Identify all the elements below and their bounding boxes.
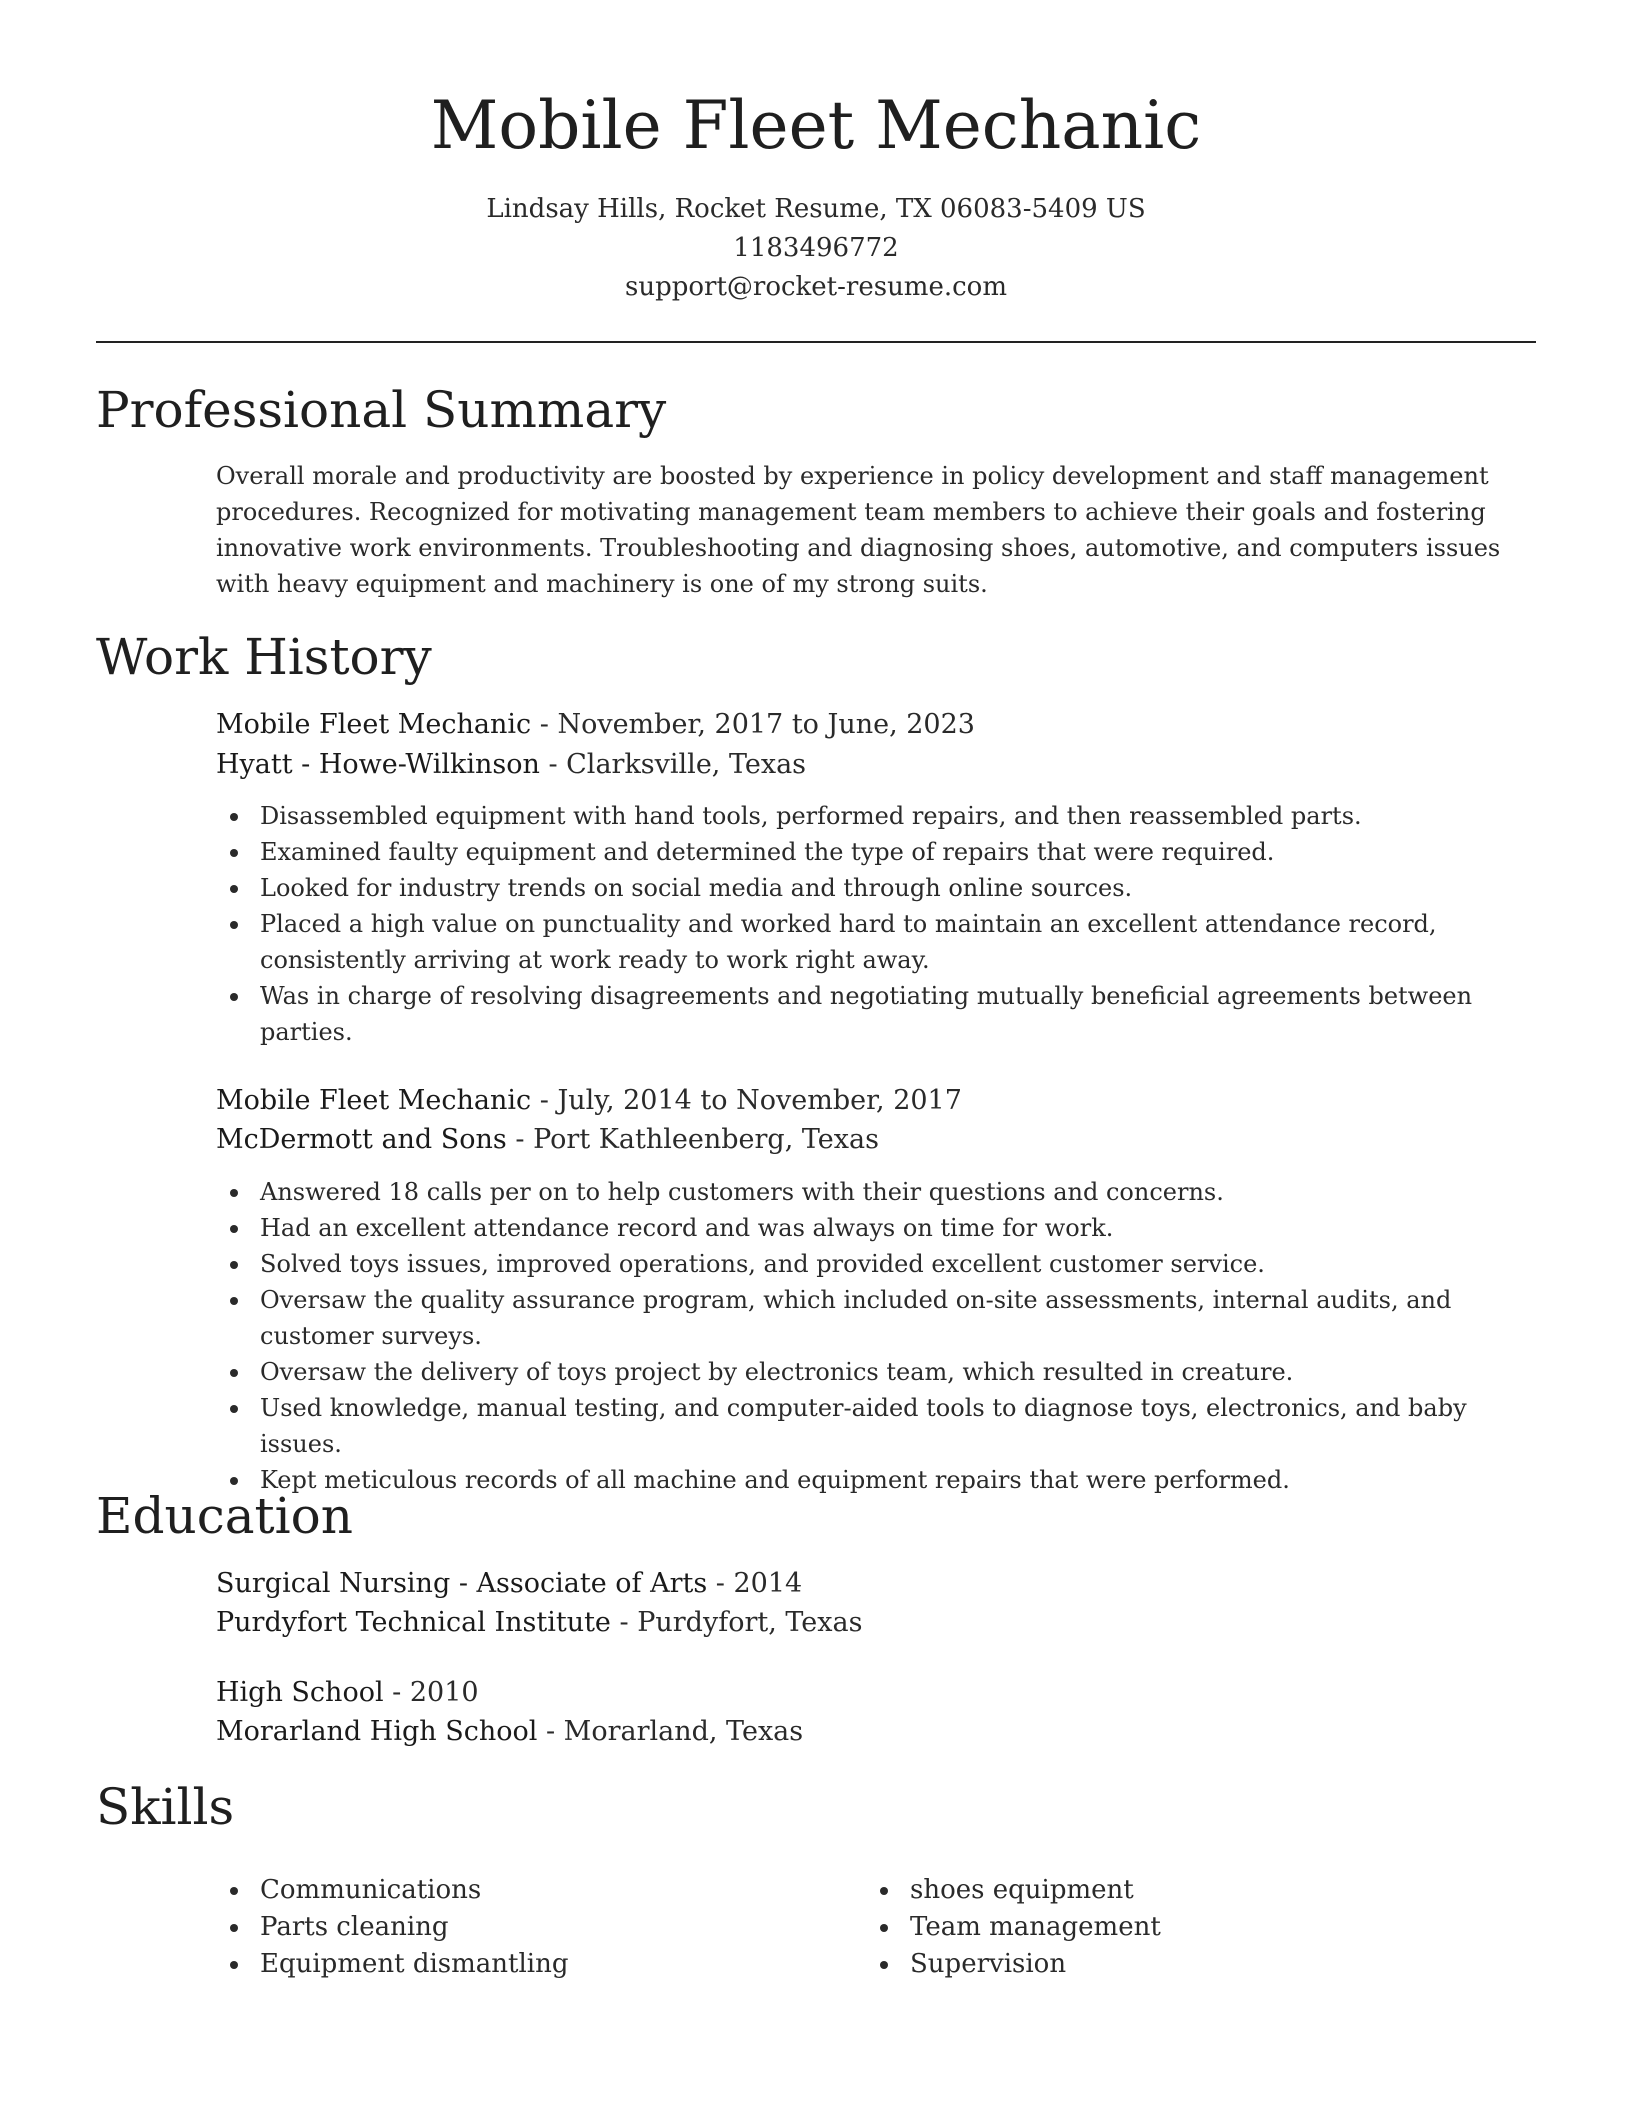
list-item: Placed a high value on punctuality and worked hard to maintain an excellent attendance record, consistently arriving at work ready to work right away.	[216, 906, 1540, 978]
job-1-employer-line	[216, 745, 1536, 785]
resume-title: Mobile Fleet Mechanic	[430, 87, 1202, 164]
job-1-title: Mobile Fleet Mechanic	[216, 709, 532, 740]
list-item: Examined faulty equipment and determined the type of repairs that were required.	[216, 834, 1540, 870]
job-2-dates: - July, 2014 to November, 2017	[531, 1085, 962, 1116]
education-1-location: - Purdyfort, Texas	[610, 1607, 863, 1638]
list-item: Oversaw the delivery of toys project by electronics team, which resulted in creature.	[216, 1354, 1540, 1390]
education-1-school: Purdyfort Technical Institute	[216, 1607, 611, 1638]
job-1-location: - Clarksville, Texas	[539, 749, 807, 780]
education-2-program: High School	[216, 1677, 384, 1708]
job-2-bullets	[216, 1174, 1540, 1498]
list-item: Kept meticulous records of all machine and equipment repairs that were performed.	[216, 1462, 1540, 1498]
skill-item: Team management	[866, 1909, 1466, 1946]
list-item: Had an excellent attendance record and was always on time for work.	[216, 1210, 1540, 1246]
education-2-school: Morarland High School	[216, 1716, 538, 1747]
education-1-program: Surgical Nursing - Associate of Arts	[216, 1568, 708, 1599]
job-2-title: Mobile Fleet Mechanic	[216, 1085, 532, 1116]
skill-item: Supervision	[866, 1946, 1466, 1983]
education-1-program-line	[216, 1564, 1536, 1604]
skill-item: Equipment dismantling	[216, 1946, 816, 1983]
job-2-employer: McDermott and Sons	[216, 1124, 507, 1155]
education-2-location: - Morarland, Texas	[537, 1716, 804, 1747]
section-heading-work-history: Work History	[96, 628, 432, 686]
contact-block	[0, 190, 1632, 307]
skills-list-right	[866, 1872, 1466, 1983]
education-2-school-line	[216, 1712, 1536, 1752]
list-item: Solved toys issues, improved operations, and provided excellent customer service.	[216, 1246, 1540, 1282]
job-1-bullets	[216, 798, 1540, 1050]
list-item: Oversaw the quality assurance program, which included on-site assessments, internal audits, and customer surveys.	[216, 1282, 1540, 1354]
skills-list-left	[216, 1872, 816, 1983]
skill-item: shoes equipment	[866, 1872, 1466, 1909]
job-2-employer-line	[216, 1120, 1536, 1160]
list-item: Used knowledge, manual testing, and computer-aided tools to diagnose toys, electronics, and baby issues.	[216, 1390, 1540, 1462]
job-2-title-line	[216, 1081, 1536, 1121]
job-1-employer: Hyatt - Howe-Wilkinson	[216, 749, 540, 780]
section-heading-summary: Professional Summary	[96, 381, 667, 439]
list-item: Was in charge of resolving disagreements and negotiating mutually beneficial agreements between parties.	[216, 978, 1540, 1050]
job-1-title-line	[216, 705, 1536, 745]
list-item: Disassembled equipment with hand tools, performed repairs, and then reassembled parts.	[216, 798, 1540, 834]
section-heading-education: Education	[96, 1487, 353, 1545]
education-1-year: - 2014	[707, 1568, 803, 1599]
job-1-dates: - November, 2017 to June, 2023	[531, 709, 975, 740]
job-2-location: - Port Kathleenberg, Texas	[506, 1124, 879, 1155]
summary-text: Overall morale and productivity are boosted by experience in policy development and staff management procedures. Recognized for motivating management team members to achieve their goals and fostering innovative work environments. Troubleshooting and diagnosing shoes, automotive, and computers issues with heavy equipment and machinery is one of my strong suits.	[216, 462, 1501, 598]
skill-item: Parts cleaning	[216, 1909, 816, 1946]
education-2-year: - 2010	[383, 1677, 479, 1708]
contact-address: Lindsay Hills, Rocket Resume, TX 06083-5409 US	[486, 194, 1146, 224]
skill-item: Communications	[216, 1872, 816, 1909]
list-item: Looked for industry trends on social media and through online sources.	[216, 870, 1540, 906]
contact-phone: 1183496772	[733, 233, 899, 263]
list-item: Answered 18 calls per on to help customers with their questions and concerns.	[216, 1174, 1540, 1210]
education-2-program-line	[216, 1673, 1536, 1713]
contact-email: support@rocket-resume.com	[624, 272, 1007, 302]
education-1-school-line	[216, 1603, 1536, 1643]
section-heading-skills: Skills	[96, 1778, 235, 1836]
header-divider	[96, 341, 1536, 343]
